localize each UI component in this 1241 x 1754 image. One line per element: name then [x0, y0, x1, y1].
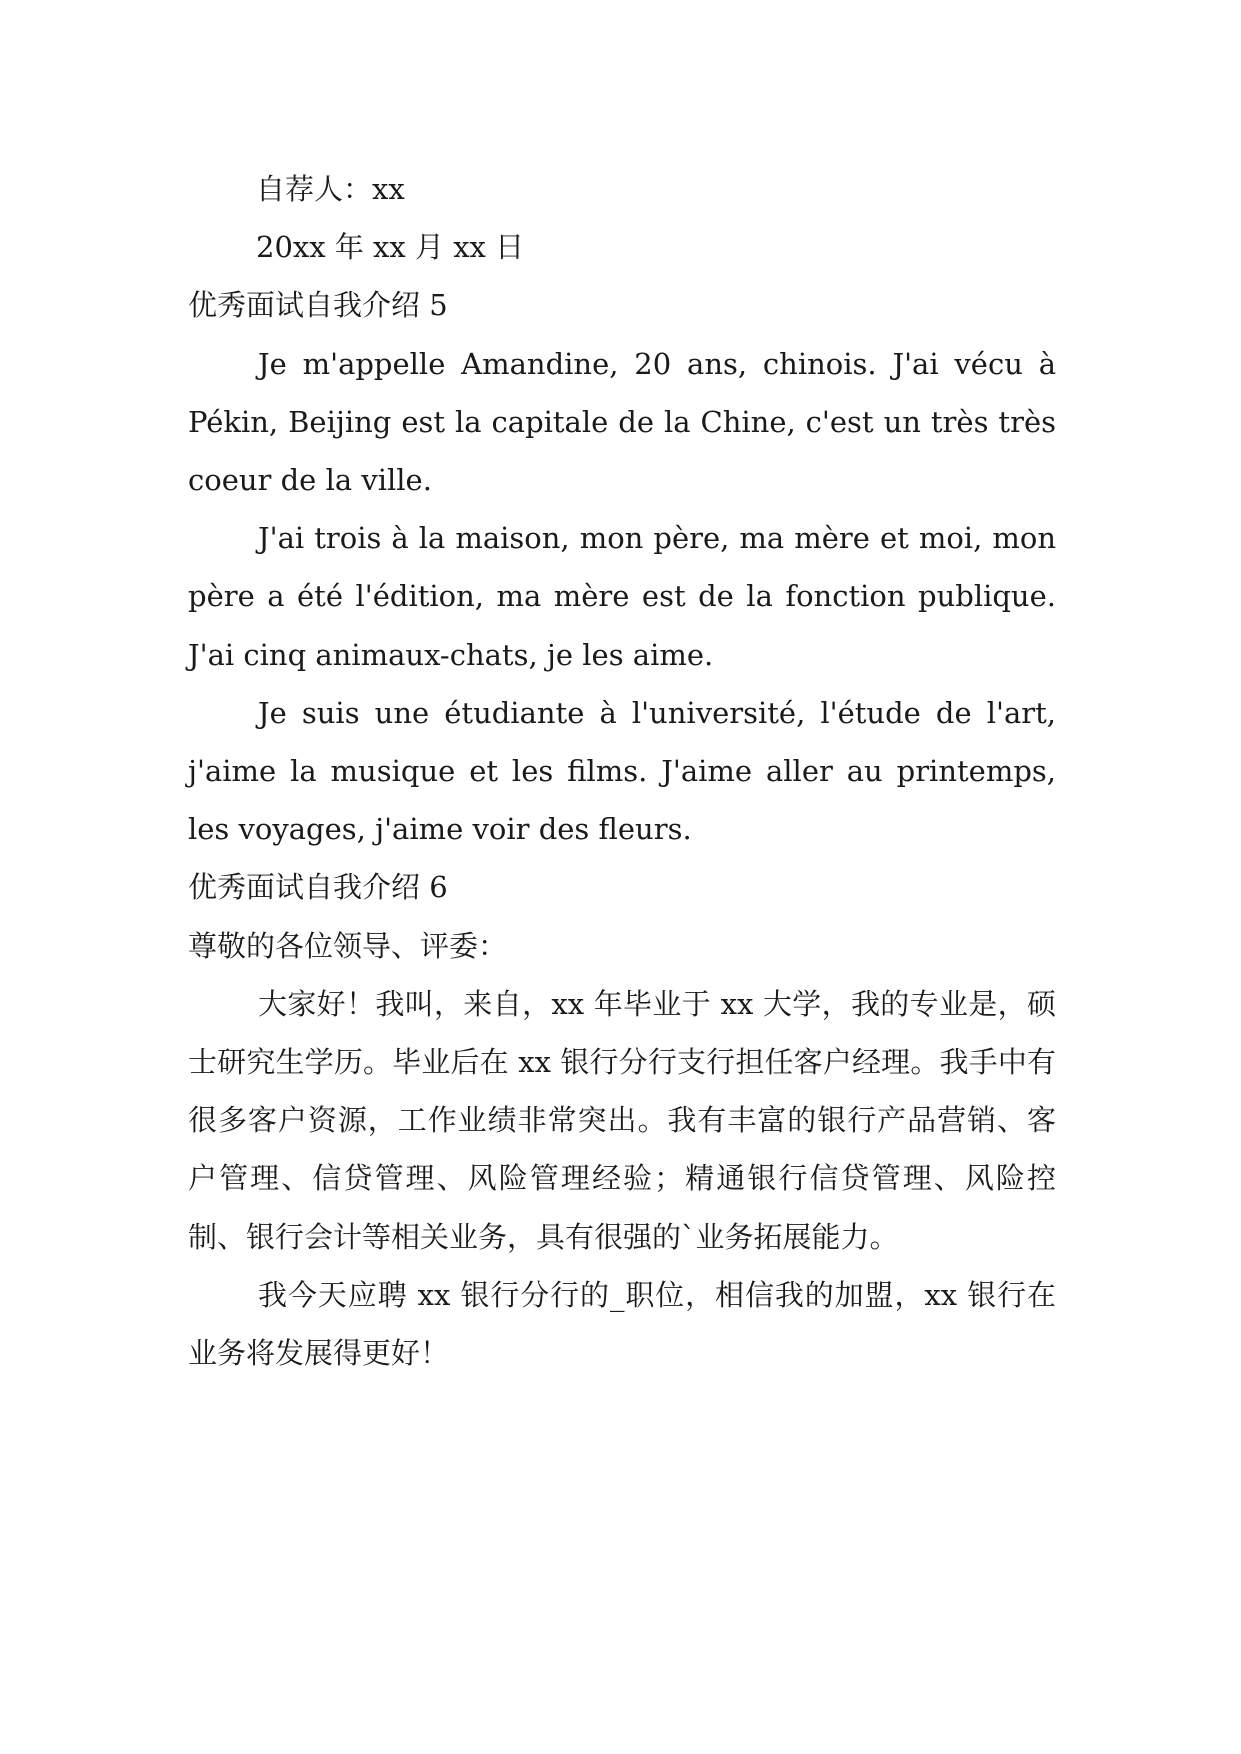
section-6-paragraph-1: 大家好！我叫，来自，xx 年毕业于 xx 大学，我的专业是，硕士研究生学历。毕业后在 xx 银行分行支行担任客户经理。我手中有很多客户资源，工作业绩非常突出。我有丰富的银行产品营销、客户管理、信贷管理、风险管理经验；精通银行信贷管理、风险控制、银行会计等相关业务，具有很强的`业务拓展能力。 [188, 986, 1056, 1254]
document-body [188, 160, 1056, 1382]
section-5-paragraph-2: J'ai trois à la maison, mon père, ma mère et moi, mon père a été l'édition, ma mère est de la fonction publique. J'ai cinq animaux-chats, je les aime. [188, 521, 1056, 672]
section-5-paragraph-3: Je suis une étudiante à l'université, l'étude de l'art, j'aime la musique et les films. J'aime aller au printemps, les voyages, j'aime voir des fleurs. [188, 695, 1056, 847]
section-5-heading: 优秀面试自我介绍 5 [188, 288, 448, 323]
section-6-paragraph-2: 我今天应聘 xx 银行分行的_职位，相信我的加盟，xx 银行在业务将发展得更好！ [188, 1277, 1056, 1371]
section-6-salutation: 尊敬的各位领导、评委： [188, 928, 508, 963]
signer-line: 自荐人：xx [256, 172, 405, 206]
section-5-paragraph-1: Je m'appelle Amandine, 20 ans, chinois. J'ai vécu à Pékin, Beijing est la capitale de la Chine, c'est un très très coeur de la ville. [188, 346, 1056, 498]
section-6-heading: 优秀面试自我介绍 6 [188, 870, 448, 905]
date-line: 20xx 年 xx 月 xx 日 [256, 230, 525, 265]
